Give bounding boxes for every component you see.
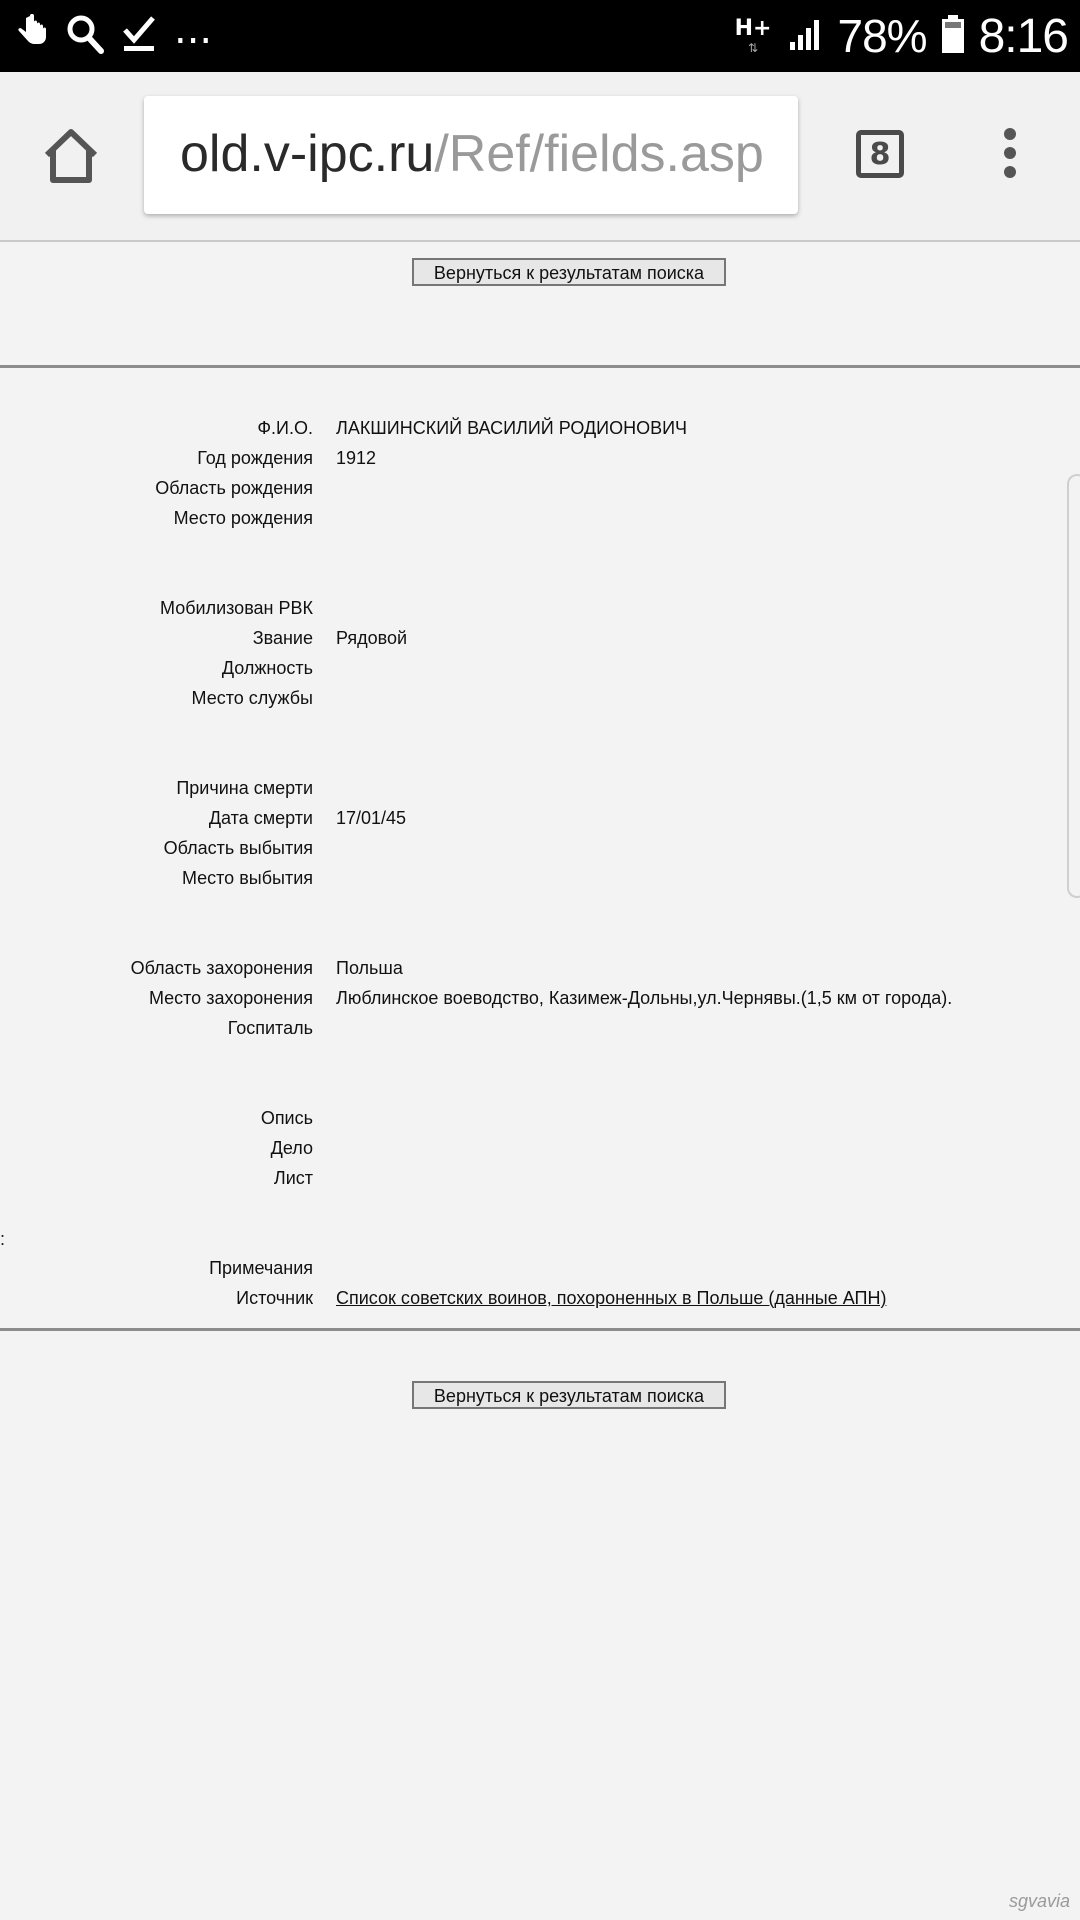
url-host: old.v-ipc.ru <box>180 125 435 183</box>
source-link[interactable]: Список советских воинов, похороненных в Польше (данные АПН) <box>336 1288 887 1308</box>
field-label: Область захоронения <box>130 958 313 978</box>
field-row-case <box>0 1133 1080 1163</box>
network-type: H+ ⇅ <box>734 16 772 55</box>
status-system <box>735 8 1068 64</box>
field-row-departure-region <box>0 833 1080 863</box>
hand-icon <box>14 14 48 59</box>
field-value: Люблинское воеводство, Казимеж-Дольны,ул.Чернявы.(1,5 км от города). <box>336 988 953 1008</box>
field-row-death-cause <box>0 773 1080 803</box>
field-row-rank <box>0 623 1080 653</box>
battery-percent: 78% <box>837 10 927 62</box>
field-row-birth-year <box>0 443 1080 473</box>
field-row-source <box>0 1283 1080 1313</box>
field-row-birth-region <box>0 473 1080 503</box>
url-text[interactable] <box>180 124 764 184</box>
field-row-inventory <box>0 1103 1080 1133</box>
field-label: Место захоронения <box>148 988 313 1008</box>
signal-icon <box>788 16 824 57</box>
field-row-burial-place <box>0 983 1080 1013</box>
field-label: Звание <box>252 628 313 648</box>
divider-top <box>0 365 1080 368</box>
field-label: Госпиталь <box>227 1018 313 1038</box>
checkmark-icon <box>122 14 156 59</box>
field-label: Место службы <box>191 688 313 708</box>
field-label: Должность <box>221 658 313 678</box>
scroll-handle[interactable] <box>1067 474 1080 898</box>
field-row-departure-place <box>0 863 1080 893</box>
tab-switcher-button[interactable]: 8 <box>856 130 904 178</box>
field-row-notes <box>0 1253 1080 1283</box>
more-notifications-icon: ... <box>174 7 213 53</box>
field-row-position <box>0 653 1080 683</box>
battery-icon <box>941 14 965 59</box>
field-label: Источник <box>236 1288 313 1308</box>
field-label: Дело <box>270 1138 313 1158</box>
field-row-sheet <box>0 1163 1080 1193</box>
field-row-death-date <box>0 803 1080 833</box>
divider-bottom <box>0 1328 1080 1331</box>
field-label: Год рождения <box>197 448 313 468</box>
field-label: Лист <box>273 1168 313 1188</box>
field-value: Рядовой <box>336 628 408 648</box>
field-value: 17/01/45 <box>336 808 407 828</box>
colon-marker: : <box>0 1229 6 1249</box>
field-label: Примечания <box>209 1258 313 1278</box>
back-to-results-button-top[interactable]: Вернуться к результатам поиска <box>412 258 726 286</box>
overflow-menu-icon[interactable] <box>998 128 1022 188</box>
browser-toolbar <box>0 72 1080 242</box>
field-row-service-place <box>0 683 1080 713</box>
field-label: Область рождения <box>155 478 313 498</box>
field-label: Дата смерти <box>208 808 313 828</box>
field-label: Место рождения <box>173 508 313 528</box>
address-bar[interactable] <box>144 96 798 214</box>
field-label: Причина смерти <box>176 778 313 798</box>
status-bar <box>0 0 1080 72</box>
status-notifications <box>14 7 213 58</box>
field-label: Опись <box>260 1108 313 1128</box>
home-icon[interactable] <box>42 128 100 184</box>
watermark: sgvavia <box>1008 1891 1070 1911</box>
field-label: Мобилизован РВК <box>160 598 313 618</box>
field-label: Место выбытия <box>181 868 313 888</box>
field-row-hospital <box>0 1013 1080 1043</box>
url-path: /Ref/fields.asp <box>434 125 764 183</box>
back-to-results-button-bottom[interactable]: Вернуться к результатам поиска <box>412 1381 726 1409</box>
field-value: ЛАКШИНСКИЙ ВАСИЛИЙ РОДИОНОВИЧ <box>336 418 688 438</box>
field-value: Польша <box>336 958 403 978</box>
field-label: Ф.И.О. <box>257 418 313 438</box>
field-value: 1912 <box>336 448 377 468</box>
field-row-fio <box>0 413 1080 443</box>
field-row-burial-region <box>0 953 1080 983</box>
field-row-birth-place <box>0 503 1080 533</box>
field-row-mobilized <box>0 593 1080 623</box>
field-label: Область выбытия <box>163 838 313 858</box>
search-icon <box>66 14 104 59</box>
clock: 8:16 <box>978 9 1068 63</box>
